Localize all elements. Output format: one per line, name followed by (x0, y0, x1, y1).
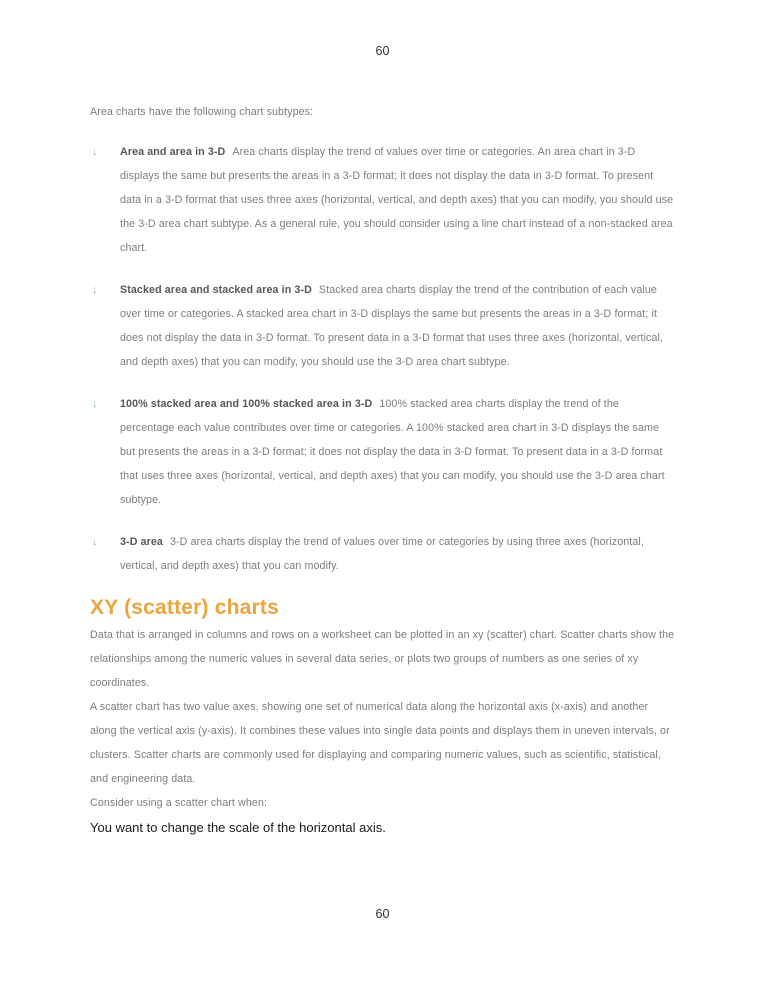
emphasis-line-horizontal-axis: You want to change the scale of the horizontal axis. (90, 820, 386, 835)
paragraph-consider-when: Consider using a scatter chart when: (90, 797, 268, 809)
list-item-area-and-area-3d (92, 140, 675, 260)
down-arrow-bullet-icon: ↓ (92, 398, 98, 410)
section-heading-xy-scatter-charts: XY (scatter) charts (90, 596, 279, 619)
page-number-bottom: 60 (375, 907, 390, 921)
list-item-stacked-area (92, 278, 675, 374)
list-item-term: Area and area in 3-D (120, 146, 226, 158)
list-item-term: Stacked area and stacked area in 3-D (120, 284, 312, 296)
down-arrow-bullet-icon: ↓ (92, 284, 98, 296)
list-item-text: Stacked area charts display the trend of the contribution of each value over time or categories. A stacked area chart in 3-D displays the same but presents the areas in a 3-D format; it does not display the data in 3-D format. To present data in a 3-D format that uses three axes (horizontal, vertical, and depth axes) that you can modify, you should use the 3-D area chart subtype. (120, 284, 664, 368)
list-item-3d-area (92, 530, 675, 578)
list-item-text: 100% stacked area charts display the trend of the percentage each value contributes over time or categories. A 100% stacked area chart in 3-D displays the same but presents the areas in a 3-D format; it does not display the data in 3-D format. To present data in a 3-D format that uses three axes (horizontal, vertical, and depth axes) that you can modify, you should use the 3-D area chart subtype. (120, 398, 665, 506)
intro-paragraph: Area charts have the following chart subtypes: (90, 106, 314, 118)
list-item-term: 3-D area (120, 536, 163, 548)
paragraph-scatter-intro: Data that is arranged in columns and rows on a worksheet can be plotted in an xy (scatter) chart. Scatter charts show the relationships among the numeric values in several data series, or plots two groups of numbers as one series of xy coordinates. (90, 629, 675, 689)
list-item-text: Area charts display the trend of values over time or categories. An area chart in 3-D displays the same but presents the areas in a 3-D format; it does not display the data in 3-D format. To present data in a 3-D format that uses three axes (horizontal, vertical, and depth axes) that you can modify, you should use the 3-D area chart subtype. As a general rule, you should consider using a line chart instead of a non-stacked area chart. (120, 146, 674, 254)
list-item-term: 100% stacked area and 100% stacked area in 3-D (120, 398, 373, 410)
chart-subtype-list (90, 140, 675, 578)
page-number-top: 60 (375, 44, 390, 58)
down-arrow-bullet-icon: ↓ (92, 536, 98, 548)
paragraph-scatter-axes: A scatter chart has two value axes, showing one set of numerical data along the horizontal axis (x-axis) and another along the vertical axis (y-axis). It combines these values into single data points and displays them in uneven intervals, or clusters. Scatter charts are commonly used for displaying and comparing numeric values, such as scientific, statistical, and engineering data. (90, 701, 670, 785)
down-arrow-bullet-icon: ↓ (92, 146, 98, 158)
list-item-text: 3-D area charts display the trend of values over time or categories by using three axes (horizontal, vertical, and depth axes) that you can modify. (120, 536, 644, 572)
page-content (90, 100, 675, 838)
list-item-100-stacked-area (92, 392, 675, 512)
